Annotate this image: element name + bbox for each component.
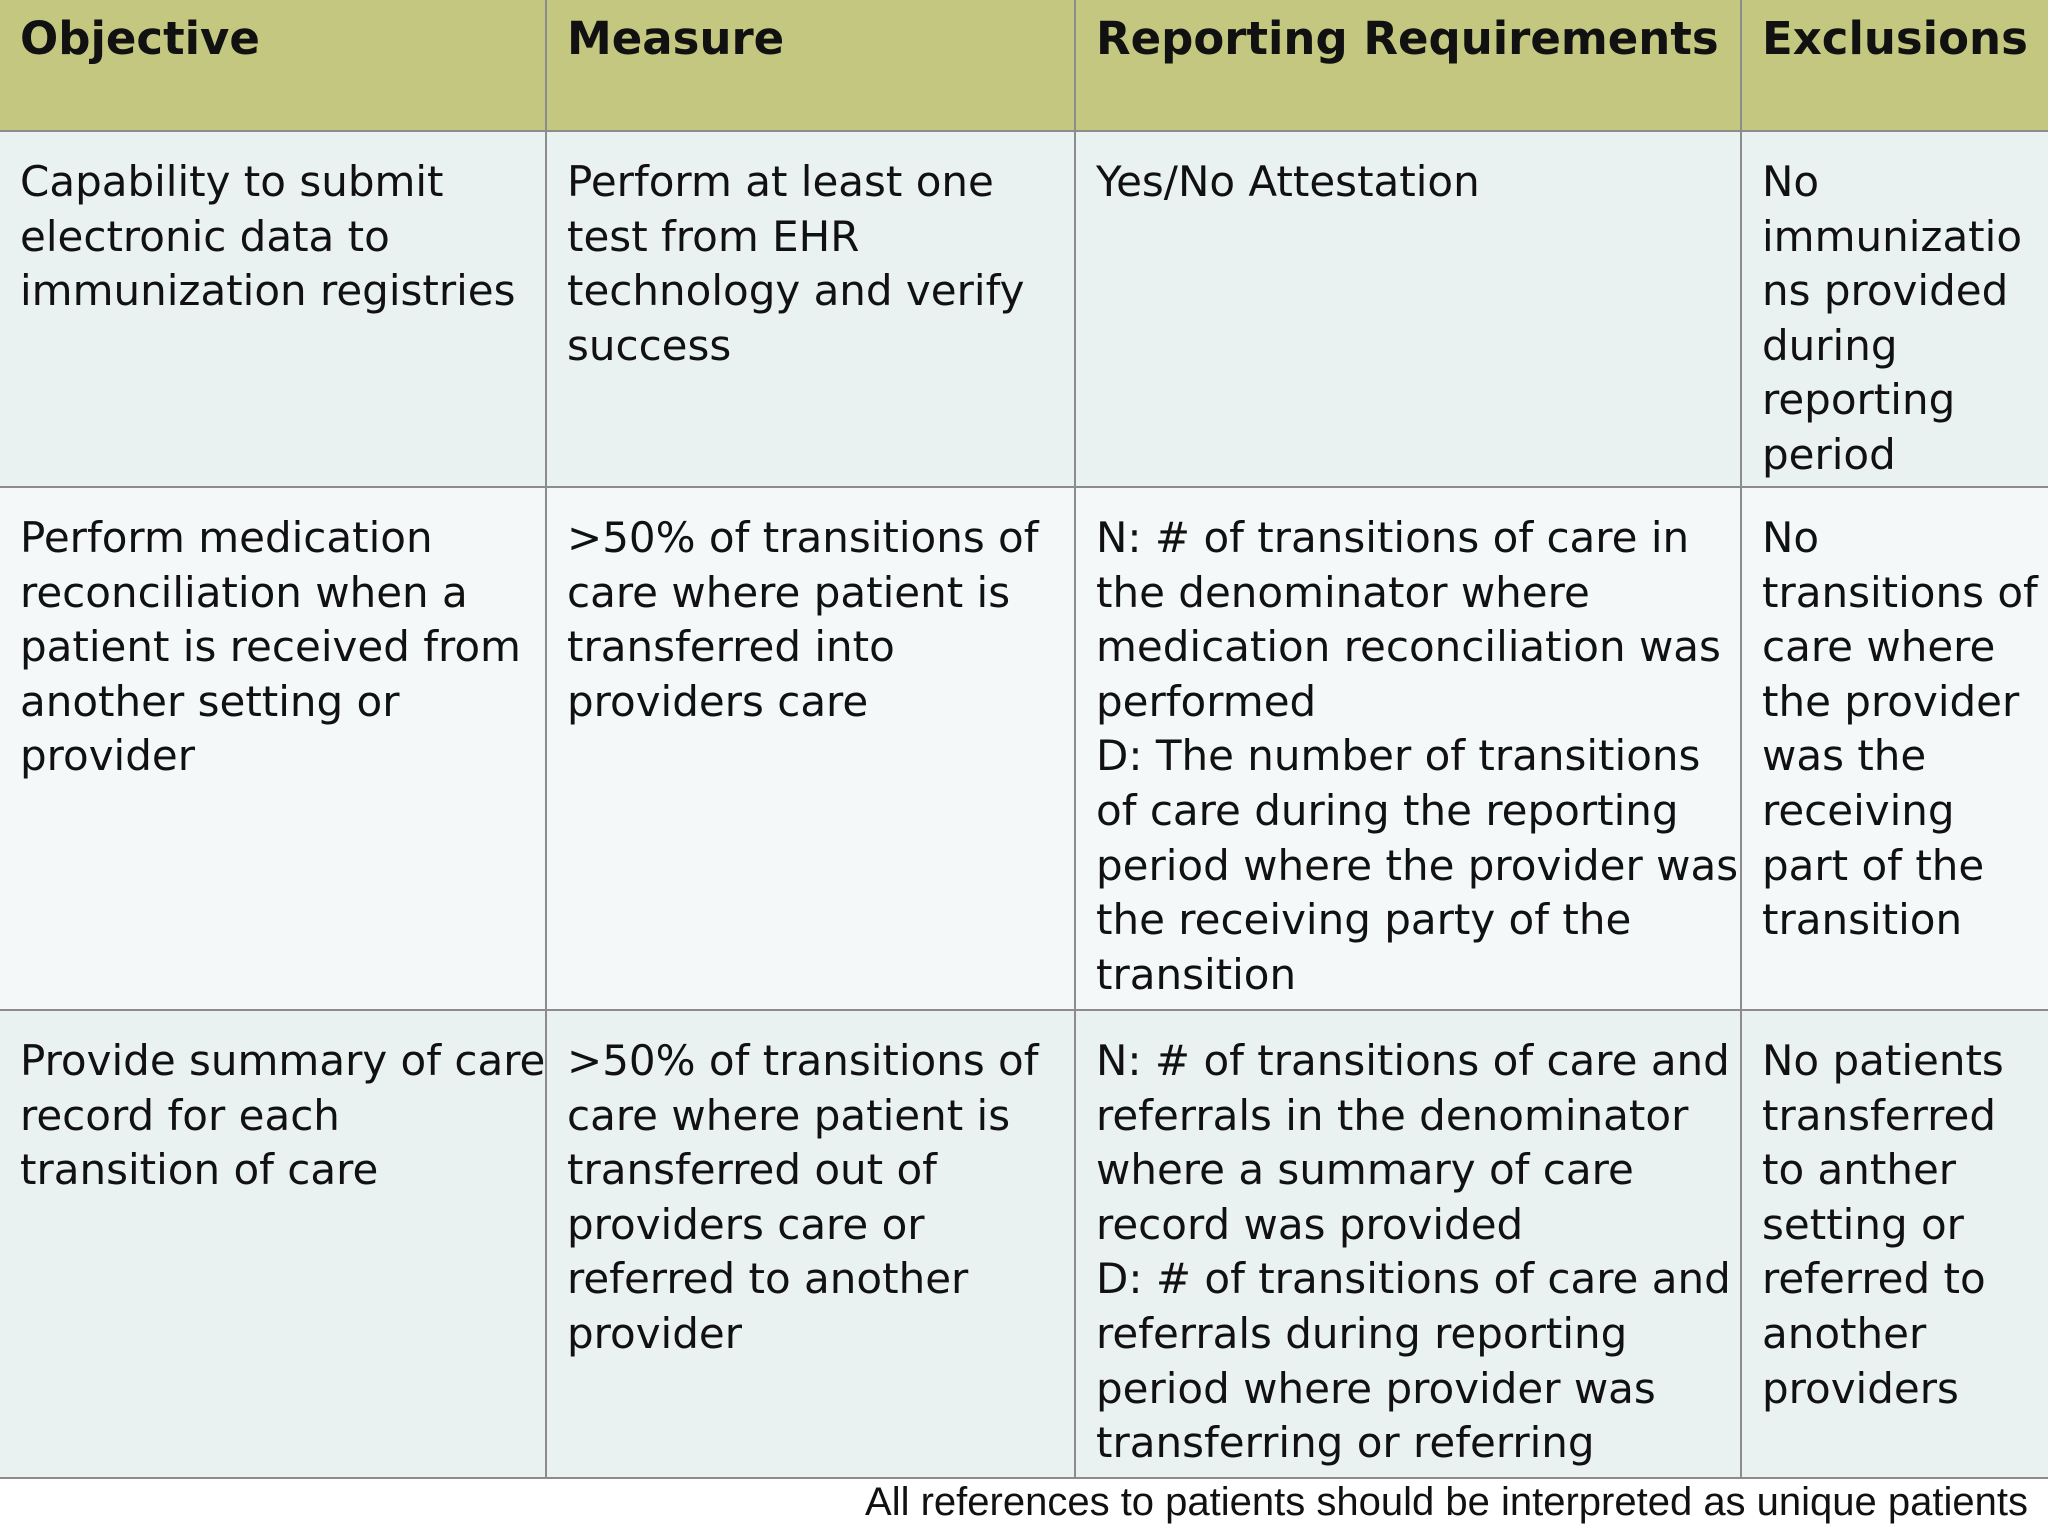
cell-text-line: Perform medication bbox=[20, 513, 433, 562]
cell-text-line: period bbox=[1762, 429, 1896, 479]
cell-text-line: D: # of transitions of care and bbox=[1096, 1254, 1731, 1304]
cell-text-line: during bbox=[1762, 320, 1898, 370]
cell-exclusions bbox=[1741, 131, 2048, 487]
cell-text-line: referrals during reporting bbox=[1096, 1308, 1628, 1358]
cell-measure bbox=[546, 487, 1075, 1010]
cell-text-line: providers bbox=[1762, 1363, 1959, 1413]
cell-text-line: referred to another bbox=[567, 1254, 969, 1304]
cell-text-line: No patients bbox=[1762, 1036, 2004, 1085]
cell-text-line: referred to bbox=[1762, 1254, 1986, 1304]
cell-text-line: Perform at least one bbox=[567, 157, 994, 206]
cell-text-line: transferred bbox=[1762, 1090, 1996, 1140]
cell-text-line: where a summary of care bbox=[1096, 1145, 1634, 1195]
cell-text-line: >50% of transitions of bbox=[567, 1036, 1039, 1085]
cell-text-line: technology and verify bbox=[567, 266, 1025, 316]
cell-text-line: immunizatio bbox=[1762, 211, 2023, 261]
table-row bbox=[0, 1010, 2048, 1478]
cell-objective bbox=[0, 487, 546, 1010]
cell-reporting-requirements bbox=[1075, 487, 1741, 1010]
cell-text-line: electronic data to bbox=[20, 211, 390, 261]
cell-text-line: providers care bbox=[567, 676, 869, 726]
cell-text-line: transition bbox=[1096, 949, 1297, 999]
cell-text-line: transition of care bbox=[20, 1145, 379, 1195]
cell-text-line: transitions of bbox=[1762, 567, 2038, 617]
cell-text-line: provider bbox=[20, 731, 195, 781]
cell-text-line: period where the provider was bbox=[1096, 840, 1739, 890]
cell-text-line: N: # of transitions of care and bbox=[1096, 1036, 1730, 1085]
cell-text-line: to anther bbox=[1762, 1145, 1957, 1195]
cell-text-line: referrals in the denominator bbox=[1096, 1090, 1689, 1140]
cell-text-line: ns provided bbox=[1762, 266, 2009, 316]
cell-reporting-requirements bbox=[1075, 1010, 1741, 1478]
cell-text-line: medication reconciliation was bbox=[1096, 622, 1721, 672]
header-reporting-requirements: Reporting Requirements bbox=[1075, 0, 1741, 131]
header-exclusions: Exclusions bbox=[1741, 0, 2048, 131]
cell-text-line: reporting bbox=[1762, 375, 1956, 425]
cell-text-line: the provider bbox=[1762, 676, 2020, 726]
cell-objective bbox=[0, 1010, 546, 1478]
cell-text-line: Capability to submit bbox=[20, 157, 444, 206]
cell-text-line: receiving bbox=[1762, 785, 1955, 835]
cell-text-line: immunization registries bbox=[20, 266, 516, 316]
cell-text-line: Yes/No Attestation bbox=[1096, 157, 1480, 206]
cell-text-line: record was provided bbox=[1096, 1199, 1524, 1249]
cell-exclusions bbox=[1741, 487, 2048, 1010]
cell-measure bbox=[546, 131, 1075, 487]
cell-text-line: record for each bbox=[20, 1090, 340, 1140]
cell-exclusions bbox=[1741, 1010, 2048, 1478]
cell-text-line: performed bbox=[1096, 676, 1317, 726]
cell-text-line: provider bbox=[567, 1308, 742, 1358]
cell-text-line: transferring or referring bbox=[1096, 1418, 1595, 1468]
cell-text-line: N: # of transitions of care in bbox=[1096, 513, 1690, 562]
cell-text-line: period where provider was bbox=[1096, 1363, 1656, 1413]
cell-text-line: care where patient is bbox=[567, 1090, 1011, 1140]
cell-text-line: was the bbox=[1762, 731, 1927, 781]
cell-text-line: transition bbox=[1762, 895, 1963, 945]
cell-text-line: care where bbox=[1762, 622, 1996, 672]
table-row bbox=[0, 487, 2048, 1010]
cell-text-line: providers care or bbox=[567, 1199, 925, 1249]
cell-text-line: No bbox=[1762, 513, 1820, 562]
cell-text-line: care where patient is bbox=[567, 567, 1011, 617]
cell-text-line: setting or bbox=[1762, 1199, 1964, 1249]
cell-text-line: No bbox=[1762, 157, 1820, 206]
table-row bbox=[0, 131, 2048, 487]
cell-text-line: another bbox=[1762, 1308, 1927, 1358]
cell-text-line: D: The number of transitions bbox=[1096, 731, 1701, 781]
header-measure: Measure bbox=[546, 0, 1075, 131]
cell-text-line: reconciliation when a bbox=[20, 567, 468, 617]
cell-text-line: another setting or bbox=[20, 676, 400, 726]
cell-text-line: transferred into bbox=[567, 622, 895, 672]
cell-text-line: transferred out of bbox=[567, 1145, 937, 1195]
cell-text-line: Provide summary of care bbox=[20, 1036, 546, 1085]
cell-text-line: of care during the reporting bbox=[1096, 785, 1679, 835]
cell-text-line: >50% of transitions of bbox=[567, 513, 1039, 562]
header-objective: Objective bbox=[0, 0, 546, 131]
cell-text-line: part of the bbox=[1762, 840, 1985, 890]
cell-text-line: success bbox=[567, 320, 732, 370]
footnote: All references to patients should be interpreted as unique patients bbox=[865, 1480, 2028, 1524]
cell-text-line: the receiving party of the bbox=[1096, 895, 1632, 945]
cell-measure bbox=[546, 1010, 1075, 1478]
cell-text-line: the denominator where bbox=[1096, 567, 1590, 617]
cell-reporting-requirements bbox=[1075, 131, 1741, 487]
cell-text-line: test from EHR bbox=[567, 211, 860, 261]
cell-objective bbox=[0, 131, 546, 487]
table-header-row bbox=[0, 0, 2048, 131]
cell-text-line: patient is received from bbox=[20, 622, 521, 672]
